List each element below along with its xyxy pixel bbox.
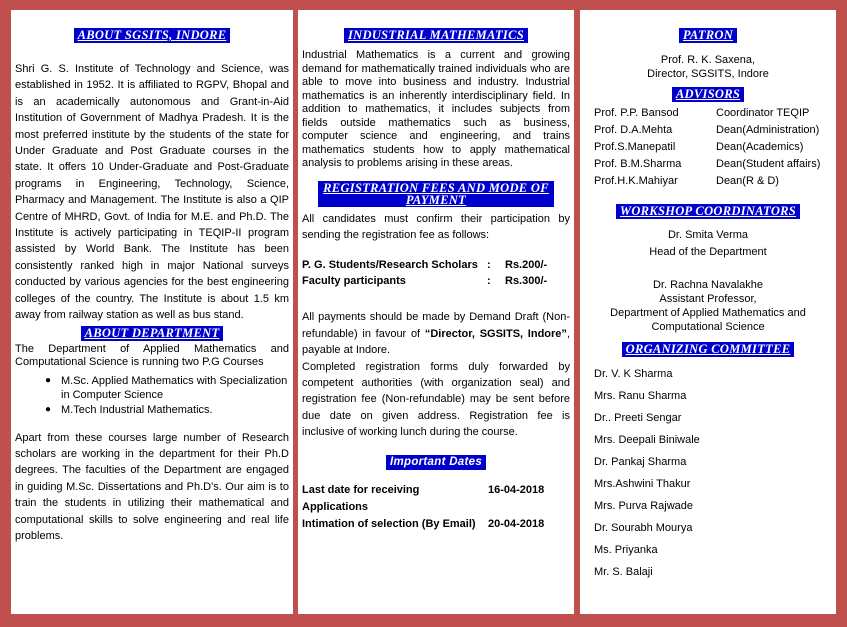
list-item: Mrs. Deepali Biniwale (594, 434, 700, 446)
workshop-coordinators-heading: WORKSHOP COORDINATORS (616, 204, 800, 219)
list-item: Ms. Priyanka (594, 544, 658, 556)
fee-row: Faculty participants : Rs.300/- (302, 275, 548, 288)
list-item: Mrs. Ranu Sharma (594, 390, 687, 402)
list-item: ● M.Sc. Applied Mathematics with Specialization in Computer Science (45, 374, 288, 401)
important-dates-heading: Important Dates (386, 455, 486, 470)
department-text: Apart from these courses large number of Research scholars are working in the department for their Ph.D degrees. The faculties of the Department are engaged in guiding M.Sc. Dissertations and Ph.D's. Our aim is to train the students in utilizing their mathematical and computational skills to solve engineering and real life problems. (15, 431, 289, 542)
coordinator-title: Department of Applied Mathematics and (610, 307, 806, 319)
list-item: Dr. V. K Sharma (594, 368, 673, 380)
list-item: Dr. Pankaj Sharma (594, 456, 687, 468)
advisors-heading: ADVISORS (672, 87, 744, 102)
committee-list (586, 363, 830, 583)
list-item: ● M.Tech Industrial Mathematics. (45, 403, 213, 416)
advisor-row: Prof. D.A.Mehta Dean(Administration) (594, 124, 820, 136)
list-item: Mrs. Purva Rajwade (594, 500, 694, 512)
patron-title: Director, SGSITS, Indore (647, 68, 769, 80)
date-row: Last date for receiving Applications 16-04-2018 (302, 483, 545, 513)
coordinator-title: Computational Science (651, 321, 765, 333)
department-intro: The Department of Applied Mathematics and Computational Science is running two P.G Courses (15, 342, 289, 368)
payment-text: All payments should be made by Demand Draft (Non-refundable) in favour of “Director, SGSITS, Indore”, payable at Indore. (302, 311, 570, 357)
forms-text: Completed registration forms duly forwarded by competent authorities (with organization seal) and registration fee (Non-refundable) may be sent before due date on given address. Registration fee is inclusive of working lunch during the course. (302, 360, 570, 439)
about-department-heading: ABOUT DEPARTMENT (81, 326, 224, 341)
list-item: Dr.. Preeti Sengar (594, 412, 682, 424)
about-sgsits-heading: ABOUT SGSITS, INDORE (74, 28, 231, 43)
advisor-row: Prof. P.P. Bansod Coordinator TEQIP (594, 107, 810, 119)
bullet-icon: ● (45, 374, 52, 386)
advisor-row: Prof.H.K.Mahiyar Dean(R & D) (594, 175, 779, 187)
registration-intro: All candidates must confirm their participation by sending the registration fee as follows: (302, 212, 570, 241)
patron-heading: PATRON (679, 28, 737, 43)
list-item: Dr. Sourabh Mourya (594, 522, 693, 534)
industrial-mathematics-text: Industrial Mathematics is a current and growing demand for mathematically trained individuals who are able to move into business and industry. Industrial mathematics is an inherently interdisciplinary field. In addition to mathematics, it includes subjects from fields outside mathematics such as business, computer science and engineering, and trains mathematics students how to apply mathematical analysis to problems arising in these areas. (302, 49, 570, 169)
industrial-mathematics-heading: INDUSTRIAL MATHEMATICS (344, 28, 528, 43)
date-row: Intimation of selection (By Email) 20-04-2018 (302, 517, 545, 530)
coordinator-name: Dr. Smita Verma (667, 229, 749, 241)
advisor-row: Prof. B.M.Sharma Dean(Student affairs) (594, 158, 821, 170)
registration-heading: REGISTRATION FEES AND MODE OF PAYMENT (318, 181, 554, 207)
fee-row: P. G. Students/Research Scholars : Rs.200/- (302, 259, 548, 272)
list-item: Mrs.Ashwini Thakur (594, 478, 691, 490)
coordinator-title: Assistant Professor, (659, 293, 757, 305)
organizing-committee-heading: ORGANIZING COMMITTEE (622, 342, 795, 357)
column-about (11, 10, 293, 614)
coordinator-title: Head of the Department (649, 246, 767, 258)
advisor-row: Prof.S.Manepatil Dean(Academics) (594, 141, 804, 153)
list-item: Mr. S. Balaji (594, 566, 653, 578)
column-program (298, 10, 574, 614)
course-list (15, 374, 289, 417)
column-people (580, 10, 836, 614)
coordinator-name: Dr. Rachna Navalakhe (652, 279, 764, 291)
patron-name: Prof. R. K. Saxena, (660, 54, 756, 66)
bullet-icon: ● (45, 403, 52, 415)
about-sgsits-text: Shri G. S. Institute of Technology and Science, was established in 1952. It is affiliated to RGPV, Bhopal and is an academically autonomous and Grant-in-Aid Institution of Government of Madhya Pradesh. It is the most preferred institute by the students of the state for Under Graduate and Post Graduate courses in the state. It offers 10 Under-Graduate and Post-Graduate programs in Engineering, Technology, Science, Pharmacy and Management. The Institute is also a QIP Centre of MHRD, Govt. of India for M.E. and Ph.D. The Institute is actively participating in TEQIP-II program assisted by World Bank. The Institute has been consistently ranked high in major National surveys conducted by various agencies for the best engineering colleges of the country. The Institute is about 1.5 km away from railway station as well as bus stand. (15, 63, 289, 322)
